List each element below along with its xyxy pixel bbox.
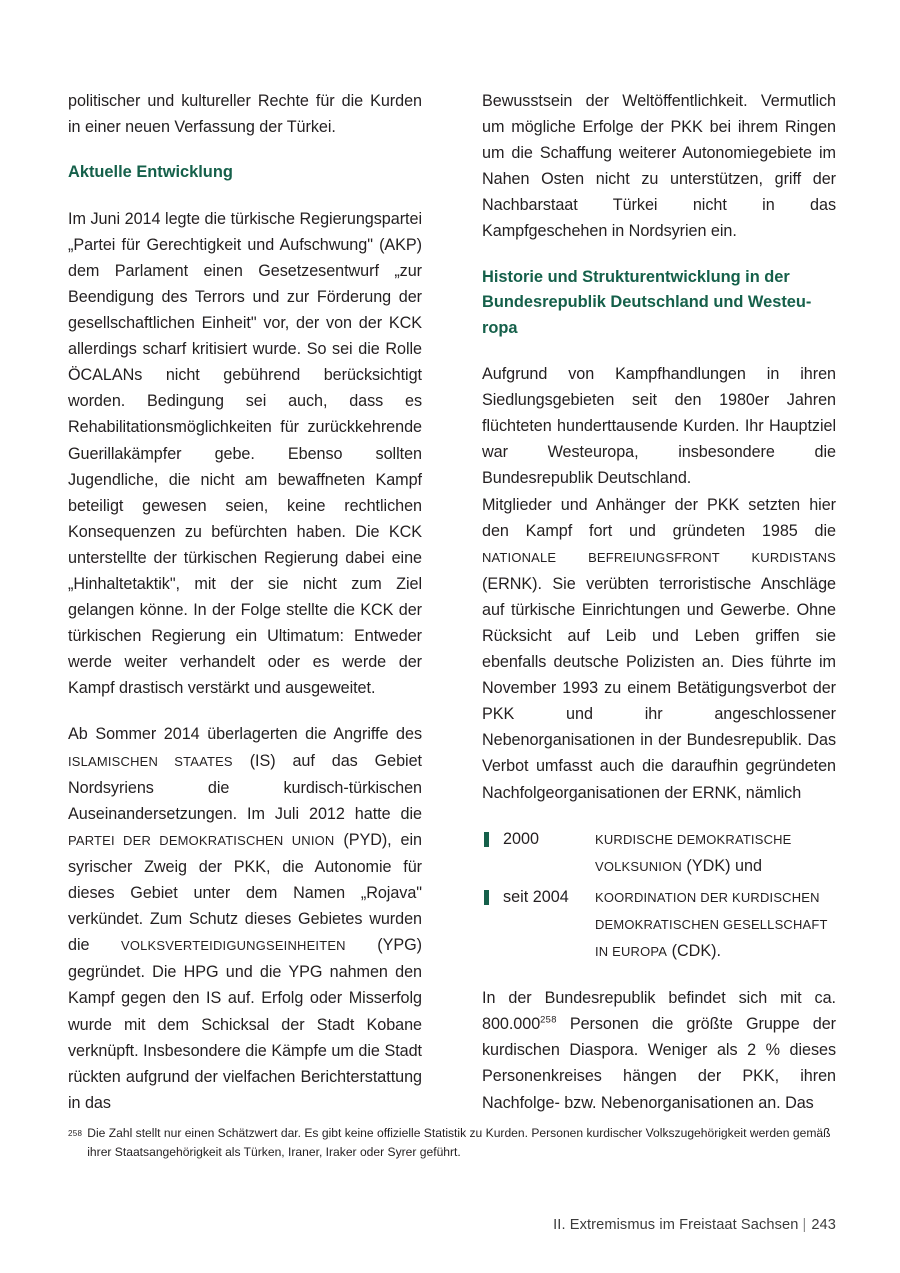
list-item — [482, 826, 836, 880]
list-item-organisation-suffix: (YDK) und — [681, 856, 763, 875]
right-p2-text-b: (ERNK). Sie verübten terroristische Anschläge auf türkische Einrichtungen und Gewerbe. Ohne Rücksicht auf Leib und Leben griffen sie ebenfalls deutsche Polizisten an. Dies führte im November 1993 zu einem Betätigungsverbot der PKK und ihr angeschlossener Nebenorganisationen in der Bundesrepublik. Das Verbot umfasst auch die daraufhin gegründeten Nachfolgeorganisationen der ERNK, nämlich — [482, 574, 836, 802]
left-paragraph-1: Im Juni 2014 legte die türkische Regierungspartei „Partei für Gerechtigkeit und Aufschwung" (AKP) dem Parlament einen Gesetzesentwurf „zur Beendigung des Terrors und zur Förderung der gesellschaftlichen Einheit" vor, der von der KCK allerdings scharf kritisiert wurde. So sei die Rolle ÖCALANs nicht gebührend berücksichtigt worden. Bedingung sei auch, dass es Rehabilitationsmöglichkeiten für zurückkehrende Guerillakämpfer gebe. Ebenso sollten Jugendliche, die nicht am bewaffneten Kampf beteiligt gewesen seien, keine rechtlichen Konsequenzen zu befürchten haben. Die KCK unterstellte der türkischen Regierung dabei eine „Hinhaltetaktik", mit der sie nicht zum Ziel gelangen könne. In der Folge stellte die KCK der türkischen Regierung ein Ultimatum: Entweder werde weiter verhandelt oder es werde der Kampf drastisch verstärkt und ausgeweitet. — [68, 209, 422, 698]
list-item-year: seit 2004 — [503, 887, 569, 906]
list-item-organisation-smallcaps: KURDISCHE DEMOKRATISCHE VOLKSUNION — [595, 831, 792, 874]
footnote-258 — [68, 1124, 836, 1161]
page-number: 243 — [811, 1217, 836, 1233]
running-footer — [553, 1215, 836, 1235]
two-column-body — [68, 88, 836, 1112]
right-paragraph-3 — [482, 985, 836, 1115]
footer-separator: | — [802, 1217, 807, 1233]
bullet-bar-icon — [484, 890, 489, 905]
footnote-number: 258 — [68, 1129, 83, 1138]
left-continued-paragraph: politischer und kultureller Rechte für die Kurden in einer neuen Verfassung der Türkei. — [68, 92, 422, 137]
section-heading-historie-und-strukturentwicklung — [482, 265, 836, 342]
left-column — [68, 88, 422, 1112]
heading-line-3: ropa — [482, 318, 518, 337]
left-p2-text-a: Ab Sommer 2014 überlagerten die Angriffe des — [68, 725, 422, 744]
org-name-volksverteidigungseinheiten: VOLKSVERTEIDIGUNGSEINHEITEN — [121, 938, 346, 954]
left-paragraph-2 — [68, 721, 422, 1115]
successor-organisations-list — [482, 826, 836, 965]
heading-line-2: Bundesrepublik Deutschland und Westeu- — [482, 293, 812, 312]
list-item-organisation-suffix: (CDK). — [667, 942, 722, 961]
right-continued-paragraph: Bewusstsein der Weltöffentlichkeit. Vermutlich um mögliche Erfolge der PKK bei ihrem Ringen um die Schaffung weiterer Autonomiegebiete im Nahen Osten nicht zu unterstützen, griff der Nachbarstaat Türkei nicht in das Kampfgeschehen in Nordsyrien ein. — [482, 92, 836, 241]
list-item-organisation — [595, 884, 836, 965]
org-name-partei-der-demokratischen-union: PARTEI DER DEMOKRATISCHEN UNION — [68, 832, 335, 848]
bullet-bar-icon — [484, 832, 489, 847]
footnote-text: Die Zahl stellt nur einen Schätzwert dar. Es gibt keine offizielle Statistik zu Kurden. Personen kurdischer Volkszugehörigkeit werden gemäß ihrer Staatsangehörigkeit als Türken, Iraner, Iraker oder Syrer geführt. — [87, 1126, 831, 1159]
right-column — [482, 88, 836, 1112]
list-item-year: 2000 — [503, 829, 540, 848]
right-p2-text-a: Mitglieder und Anhänger der PKK setzten hier den Kampf fort und gründeten 1985 die — [482, 495, 836, 540]
left-p2-text-b: (IS) auf das Gebiet Nordsyriens die kurdisch-türkischen Auseinandersetzungen. Im Juli 2012 hatte die — [68, 751, 422, 823]
heading-line-1: Historie und Strukturentwicklung in der — [482, 267, 790, 286]
section-heading-aktuelle-entwicklung: Aktuelle Entwicklung — [68, 163, 233, 182]
right-p3-text-b: Personen die größte Gruppe der kurdischen Diaspora. Weniger als 2 % dieses Personenkreises hängen der PKK, ihren Nachfolge- bzw. Nebenorganisationen an. Das — [482, 1015, 836, 1112]
right-paragraph-2 — [482, 492, 836, 806]
list-item-organisation — [595, 826, 836, 880]
org-name-nationale-befreiungsfront-kurdistans: NATIONALE BEFREIUNGSFRONT KURDISTANS — [482, 549, 836, 565]
list-item — [482, 884, 836, 965]
footer-chapter-title: II. Extremismus im Freistaat Sachsen — [553, 1217, 799, 1233]
right-p3-text-a: In der Bundesrepublik befindet sich mit ca. 800.000 — [482, 989, 836, 1034]
list-item-organisation-smallcaps: KOORDINATION DER KURDISCHEN DEMOKRATISCHEN GESELLSCHAFT IN EUROPA — [595, 889, 828, 960]
left-p2-text-d: (YPG) gegründet. Die HPG und die YPG nahmen den Kampf gegen den IS auf. Erfolg oder Misserfolg wurde mit dem Schicksal der Stadt Kobane verknüpft. Insbesondere die Kämpfe um die Stadt rückten aufgrund der vielfachen Berichterstattung in das — [68, 936, 422, 1112]
footnotes-area — [68, 1124, 836, 1161]
right-paragraph-1: Aufgrund von Kampfhandlungen in ihren Siedlungsgebieten seit den 1980er Jahren flüchteten hunderttausende Kurden. Ihr Hauptziel war Westeuropa, insbesondere die Bundesrepublik Deutschland. — [482, 365, 836, 488]
org-name-islamischer-staat: ISLAMISCHEN STAATES — [68, 753, 233, 769]
footnote-reference-258[interactable]: 258 — [540, 1013, 557, 1025]
left-p2-text-c: (PYD), ein syrischer Zweig der PKK, die Autonomie für dieses Gebiet unter dem Namen „Rojava" verkündet. Zum Schutz dieses Gebietes wurden die — [68, 830, 422, 955]
